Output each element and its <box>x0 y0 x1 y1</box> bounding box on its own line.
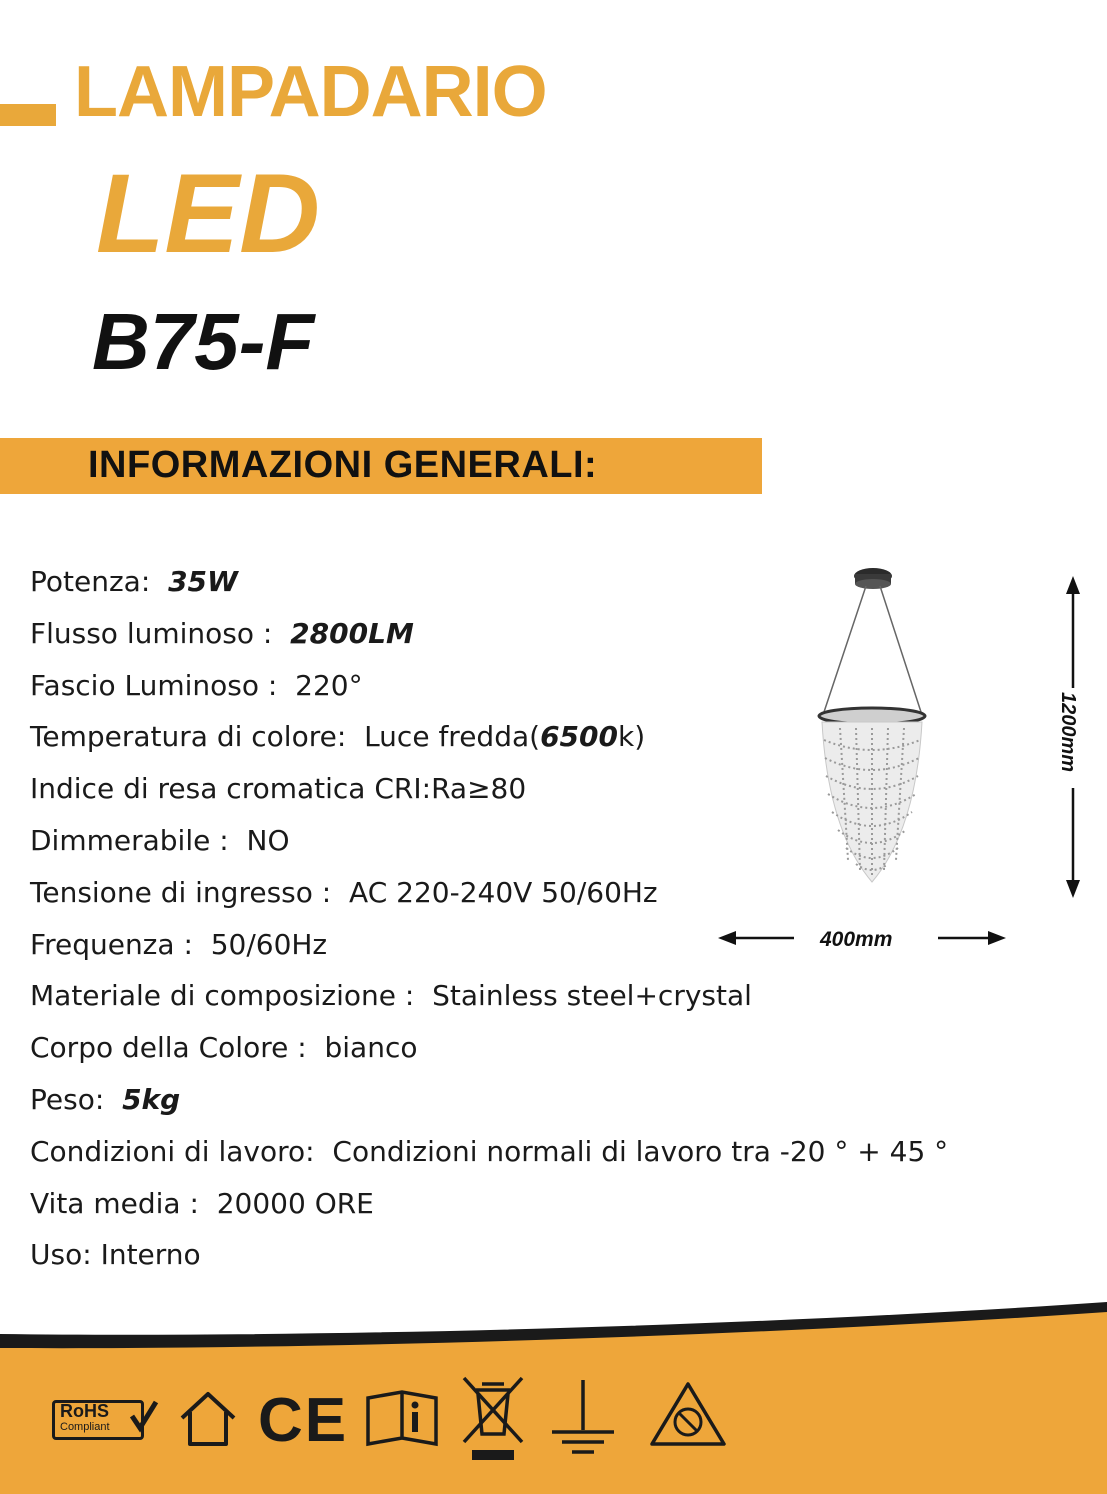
spec-value: Interno <box>100 1238 201 1272</box>
spec-label: Potenza: <box>30 565 151 598</box>
arrow-left-icon <box>718 931 736 945</box>
ce-mark-icon: CE <box>258 1386 349 1455</box>
spec-label: Vita media : <box>30 1186 199 1220</box>
title-lampadario: LAMPADARIO <box>74 52 547 132</box>
spec-label: Fascio Luminoso : <box>30 668 278 702</box>
no-halogen-triangle-icon <box>648 1372 728 1464</box>
cable-left <box>824 586 866 712</box>
read-manual-icon <box>364 1372 440 1464</box>
arrow-right-icon <box>988 931 1006 945</box>
title-led: LED <box>96 151 320 276</box>
spec-value: bianco <box>324 1031 418 1065</box>
spec-value: 5kg <box>122 1082 181 1116</box>
spec-value: 20000 ORE <box>216 1186 374 1220</box>
spec-label: Temperatura di colore: <box>30 720 347 754</box>
spec-value: AC 220-240V 50/60Hz <box>349 875 658 909</box>
spec-value-kelvin: 6500 <box>540 720 618 754</box>
rohs-label: RoHS <box>60 1401 109 1421</box>
spec-label: Frequenza : <box>30 927 193 961</box>
arrow-down-icon <box>1066 880 1080 898</box>
spec-body-color <box>30 1022 1010 1074</box>
ground-earth-icon <box>548 1372 618 1464</box>
spec-label: Indice di resa cromatica CRI:Ra≥80 <box>30 772 527 806</box>
spec-label: Tensione di ingresso : <box>30 875 332 909</box>
accent-bar <box>0 104 56 126</box>
spec-label: Materiale di composizione : <box>30 979 415 1013</box>
spec-label: Condizioni di lavoro: <box>30 1134 315 1168</box>
spec-value: 50/60Hz <box>210 927 328 961</box>
spec-label: Peso: <box>30 1082 105 1116</box>
spec-value: 2800LM <box>290 616 414 650</box>
indoor-use-icon <box>176 1372 240 1464</box>
cable-right <box>880 586 921 712</box>
weee-bin-icon <box>460 1372 526 1464</box>
spec-value: 35W <box>168 565 238 598</box>
arrow-up-icon <box>1066 576 1080 594</box>
spec-lifespan <box>30 1178 1010 1230</box>
spec-value: 220° <box>295 668 363 702</box>
spec-value: NO <box>246 823 290 857</box>
rohs-icon <box>52 1372 162 1464</box>
chandelier-illustration <box>700 560 1100 960</box>
spec-value: Luce fredda( <box>364 720 541 754</box>
spec-value: Stainless steel+crystal <box>432 979 752 1013</box>
spec-value: Condizioni normali di lavoro tra -20 ° + 45 ° <box>332 1134 949 1168</box>
spec-working-conditions <box>30 1126 1010 1178</box>
spec-label: Corpo della Colore : <box>30 1031 307 1065</box>
spec-label: Uso: <box>30 1238 92 1272</box>
certification-icons <box>52 1372 752 1464</box>
spec-label: Dimmerabile : <box>30 823 229 857</box>
model-code: B75-F <box>92 297 315 386</box>
rohs-sub-label: Compliant <box>60 1421 110 1433</box>
spec-weight <box>30 1074 1010 1126</box>
spec-material <box>30 970 1010 1022</box>
spec-value-unit: k) <box>618 720 646 754</box>
spec-label: Flusso luminoso : <box>30 616 273 650</box>
section-title: INFORMAZIONI GENERALI: <box>88 444 598 486</box>
width-dimension: 400mm <box>820 928 893 951</box>
spec-use <box>30 1229 1010 1281</box>
height-dimension: 1200mm <box>1057 692 1079 773</box>
